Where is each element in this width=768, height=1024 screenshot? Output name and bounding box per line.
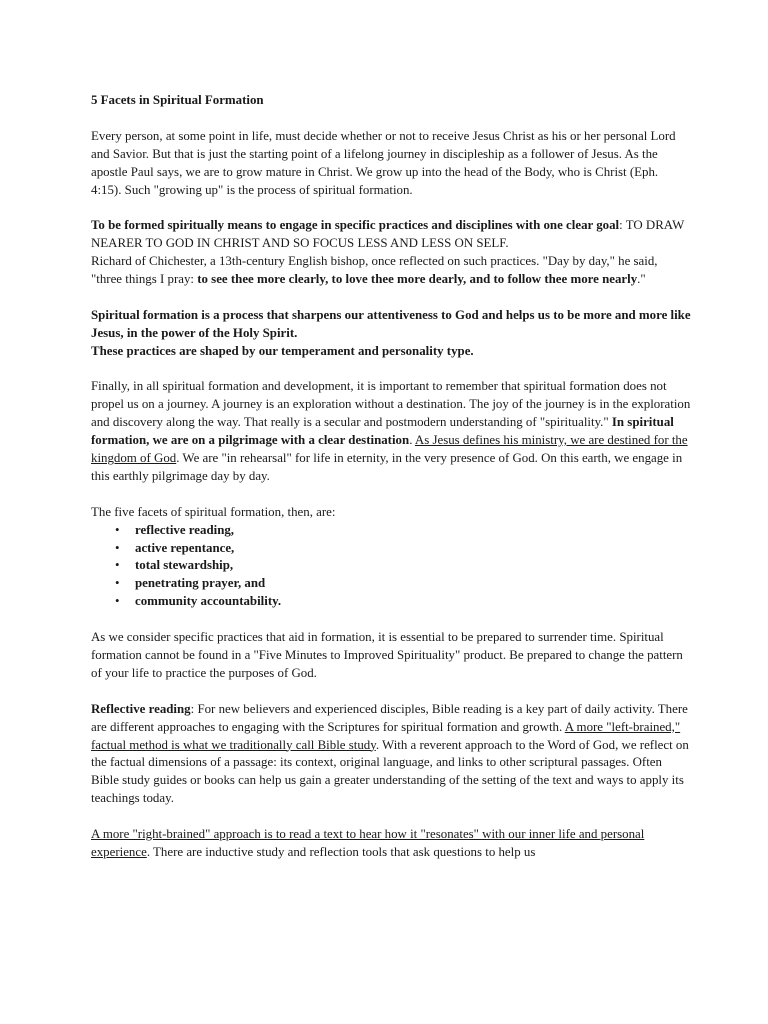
- list-item: [91, 522, 691, 540]
- list-item: [91, 593, 691, 611]
- list-item: [91, 575, 691, 593]
- document-page: [91, 92, 691, 880]
- bullet-icon: •: [115, 558, 120, 573]
- bullet-icon: •: [115, 576, 120, 591]
- pilgrimage-end: . We are "in rehearsal" for life in eternity, in the very presence of God. On this earth, we engage in this earthly pilgrimage day by day.: [91, 451, 683, 483]
- temperament-bold: These practices are shaped by our temperament and personality type.: [91, 343, 474, 358]
- paragraph-richard-of-chichester: [91, 253, 691, 289]
- facet-label: penetrating prayer, and: [135, 576, 266, 591]
- formed-spiritually-goal: : TO DRAW NEARER TO GOD IN CHRIST AND SO FOCUS LESS AND LESS ON SELF.: [91, 218, 685, 251]
- paragraph-intro: Every person, at some point in life, must decide whether or not to receive Jesus Christ as his or her personal Lord and Savior. But that is just the starting point of a lifelong journey in discipleship as a follower of Jesus. As the apostle Paul says, we are to grow mature in Christ. We grow up into the head of the Body, who is Christ (Eph. 4:15). Such "growing up" is the process of spiritual formation.: [91, 128, 676, 197]
- reflective-reading-text-b: . With a reverent approach to the Word of God, we reflect on the factual dimensions of a passage: its context, original language, and links to other scriptural passages. Often Bible study guides or books can help us gain a greater understanding of the setting of the text and ways to apply its teachings today.: [91, 737, 689, 806]
- chichester-quote-end: .": [637, 272, 646, 287]
- facet-label: community accountability.: [135, 594, 282, 609]
- right-brained-underline: A more "right-brained" approach is to read a text to hear how it "resonates" with our inner life and personal experience: [91, 827, 645, 859]
- facets-intro: The five facets of spiritual formation, then, are:: [91, 504, 336, 519]
- right-brained-text: . There are inductive study and reflection tools that ask questions to help us: [146, 844, 536, 859]
- left-brained-underline: A more "left-brained," factual method is what we traditionally call Bible study: [91, 719, 681, 752]
- paragraph-process-definition: [91, 307, 691, 343]
- pilgrimage-start: Finally, in all spiritual formation and development, it is important to remember that spiritual formation does not propel us on a journey. A journey is an exploration without a destination. The joy of the journey is in the exploration and discovery along the way. That really is a secular and postmodern understanding of "spirituality.": [91, 379, 691, 430]
- paragraph-surrender-time: As we consider specific practices that aid in formation, it is essential to be prepared to surrender time. Spiritual formation cannot be found in a "Five Minutes to Improved Spirituality" product. Be prepared to change the pattern of your life to practice the purposes of God.: [91, 630, 683, 680]
- process-definition-bold: Spiritual formation is a process that sharpens our attentiveness to God and helps us to be more and more like Jesus, in the power of the Holy Spirit.: [91, 307, 691, 340]
- bullet-icon: •: [115, 594, 120, 609]
- facets-list: [91, 522, 691, 612]
- facet-label: reflective reading,: [135, 522, 235, 537]
- kingdom-of-god-underline: As Jesus defines his ministry, we are destined for the kingdom of God: [91, 433, 688, 466]
- paragraph-pilgrimage: [91, 378, 691, 485]
- list-item: [91, 540, 691, 558]
- facet-label: total stewardship,: [135, 558, 234, 573]
- reflective-reading-text-a: : For new believers and experienced disciples, Bible reading is a key part of daily activity. There are different approaches to engaging with the Scriptures for spiritual formation and growth.: [91, 701, 688, 734]
- pilgrimage-mid: .: [409, 433, 415, 448]
- facet-label: active repentance,: [135, 540, 235, 555]
- formed-spiritually-bold: To be formed spiritually means to engage in specific practices and disciplines with one clear goal: [91, 218, 620, 233]
- bullet-icon: •: [115, 540, 120, 555]
- paragraph-reflective-reading: [91, 701, 691, 808]
- document-title: 5 Facets in Spiritual Formation: [91, 93, 264, 107]
- list-item: [91, 557, 691, 575]
- paragraph-formed-spiritually: [91, 217, 691, 253]
- paragraph-temperament: [91, 343, 691, 361]
- paragraph-right-brained: [91, 826, 691, 862]
- chichester-quote-start: Richard of Chichester, a 13th-century English bishop, once reflected on such practices. "Day by day," he said, "three things I pray:: [91, 254, 658, 287]
- chichester-prayer-bold: to see thee more clearly, to love thee more dearly, and to follow thee more nearly: [197, 272, 638, 287]
- reflective-reading-heading: Reflective reading: [91, 701, 191, 716]
- bullet-icon: •: [115, 522, 120, 537]
- pilgrimage-bold: In spiritual formation, we are on a pilgrimage with a clear destination: [91, 415, 674, 448]
